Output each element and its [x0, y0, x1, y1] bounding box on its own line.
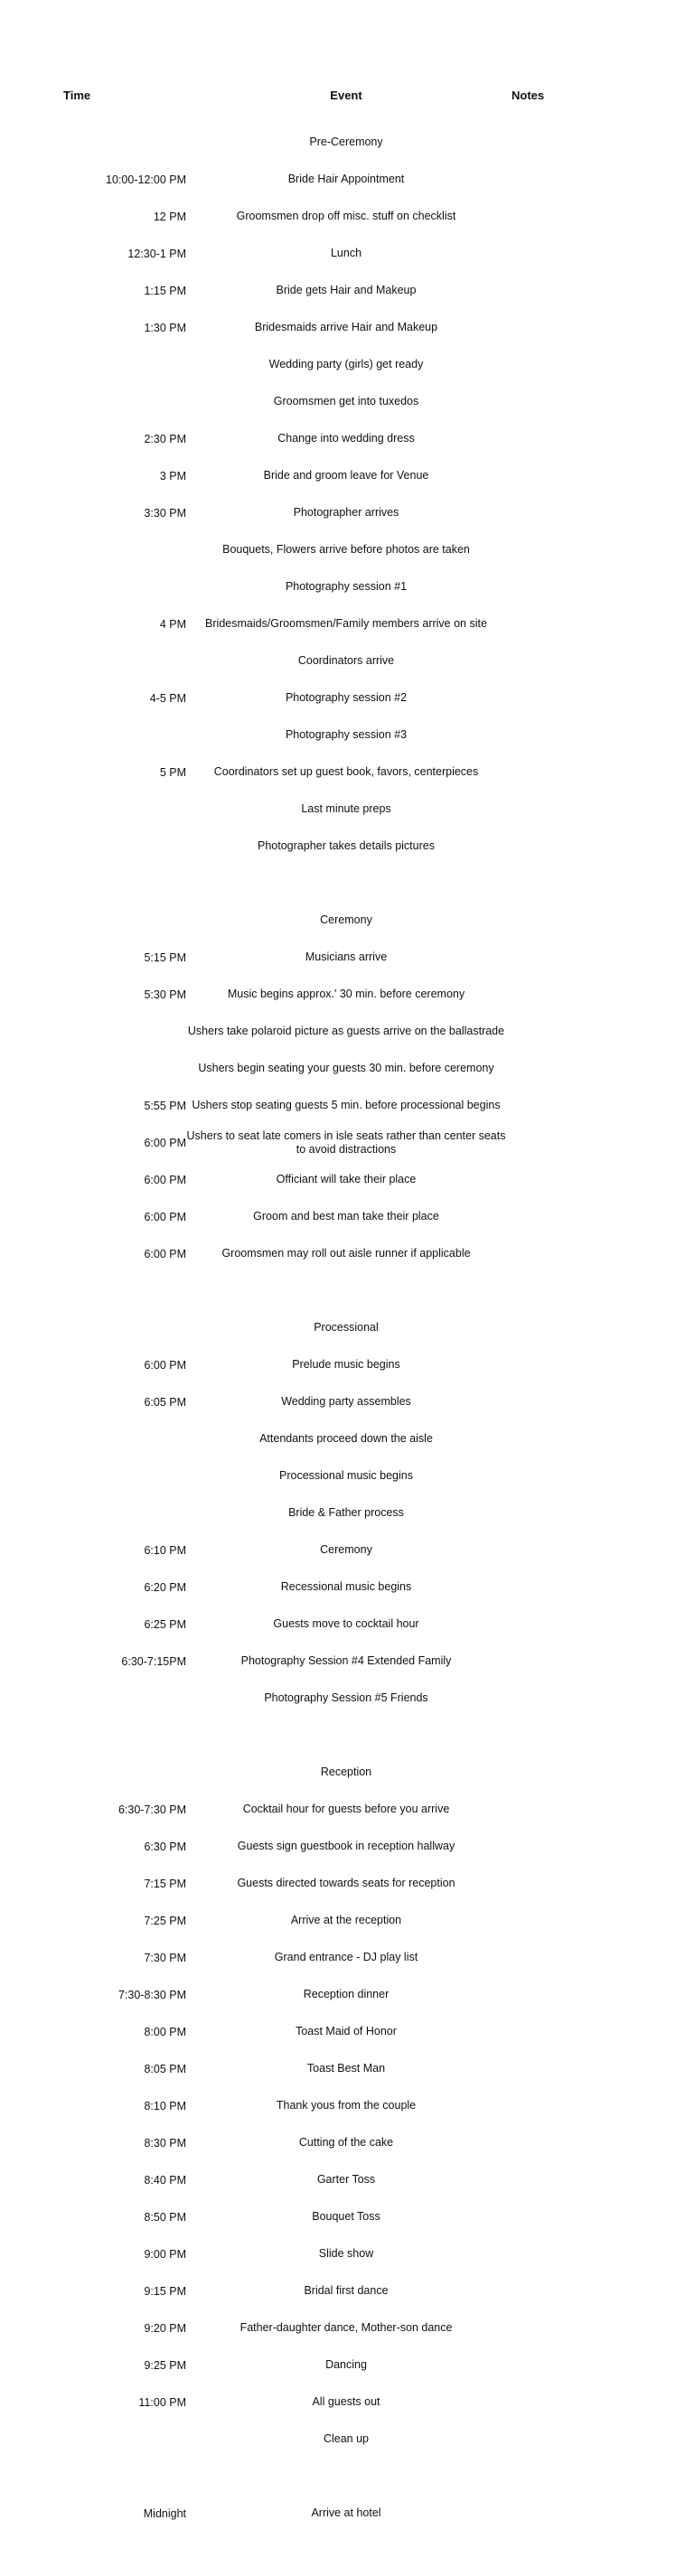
event-cell: Photography Session #4 Extended Family [240, 1654, 452, 1667]
time-cell: 9:25 PM [144, 2358, 186, 2372]
event-cell: Grand entrance - DJ play list [274, 1951, 418, 1963]
table-row [0, 2347, 676, 2384]
notes-cell [506, 1161, 642, 1198]
notes-cell [506, 309, 642, 346]
notes-cell [506, 531, 642, 568]
table-row [0, 976, 676, 1013]
event-cell: Wedding party assembles [281, 1395, 411, 1408]
notes-cell [506, 642, 642, 679]
notes-cell [506, 2161, 642, 2198]
event-cell: Photographer arrives [293, 506, 399, 519]
time-cell: 7:15 PM [144, 1877, 186, 1890]
event-cell: Last minute preps [301, 802, 391, 815]
table-row [0, 1235, 676, 1272]
time-cell: 6:00 PM [144, 1136, 186, 1149]
event-cell: Coordinators set up guest book, favors, centerpieces [213, 765, 479, 778]
table-row [0, 2013, 676, 2050]
time-cell [54, 828, 186, 865]
event-cell: Thank yous from the couple [276, 2099, 417, 2112]
notes-cell [506, 1754, 642, 1791]
table-row [0, 2087, 676, 2124]
time-cell: 5:30 PM [144, 988, 186, 1001]
notes-cell [506, 1569, 642, 1606]
event-cell: Guests move to cocktail hour [273, 1617, 419, 1630]
table-row [0, 1643, 676, 1680]
table-row [0, 1457, 676, 1494]
table-row [0, 1420, 676, 1457]
time-cell: 8:40 PM [144, 2173, 186, 2187]
notes-cell [506, 1420, 642, 1457]
time-cell [54, 531, 186, 568]
time-cell: 9:20 PM [144, 2321, 186, 2335]
event-cell: Bridal first dance [304, 2284, 389, 2297]
notes-cell [506, 1976, 642, 2013]
table-row [0, 420, 676, 457]
time-cell: 5:15 PM [144, 951, 186, 964]
event-cell: Attendants proceed down the aisle [259, 1432, 433, 1445]
table-row [0, 1532, 676, 1569]
time-cell: 2:30 PM [144, 432, 186, 445]
time-cell: 4-5 PM [149, 691, 186, 705]
event-cell: Officiant will take their place [276, 1173, 417, 1185]
time-cell [54, 1050, 186, 1087]
notes-cell [506, 568, 642, 605]
event-cell: Photography session #1 [285, 580, 408, 593]
event-cell: Change into wedding dress [277, 432, 415, 445]
time-cell [54, 2458, 186, 2495]
time-cell: 8:50 PM [144, 2210, 186, 2224]
time-cell [54, 1457, 186, 1494]
table-row [0, 865, 676, 902]
table-row [0, 1976, 676, 2013]
time-cell: 8:10 PM [144, 2099, 186, 2112]
table-row [0, 605, 676, 642]
event-cell: Bouquet Toss [312, 2210, 380, 2223]
notes-cell [506, 1717, 642, 1754]
notes-cell [506, 1383, 642, 1420]
time-cell: 6:30-7:15PM [121, 1654, 186, 1668]
notes-cell [506, 1643, 642, 1680]
notes-cell [506, 235, 642, 272]
event-cell: Ushers stop seating guests 5 min. before processional begins [192, 1099, 501, 1111]
event-cell: Slide show [318, 2247, 374, 2260]
time-cell: 3 PM [159, 469, 186, 482]
notes-cell [506, 902, 642, 939]
table-row [0, 383, 676, 420]
table-row [0, 1198, 676, 1235]
event-cell: Toast Best Man [306, 2062, 386, 2075]
time-cell: 6:00 PM [144, 1210, 186, 1223]
event-cell: Ceremony [320, 913, 372, 926]
time-cell: 8:05 PM [144, 2062, 186, 2075]
table-row [0, 1050, 676, 1087]
notes-cell [506, 346, 642, 383]
notes-cell [506, 1902, 642, 1939]
table-row [0, 1717, 676, 1754]
event-cell: Reception dinner [303, 1988, 390, 2000]
notes-cell [506, 2272, 642, 2309]
time-cell: 6:00 PM [144, 1358, 186, 1372]
event-cell: Cocktail hour for guests before you arrive [242, 1803, 450, 1815]
notes-cell [506, 791, 642, 828]
time-cell: 4 PM [159, 617, 186, 631]
event-cell: Musicians arrive [305, 951, 388, 963]
time-cell: 7:25 PM [144, 1914, 186, 1927]
event-cell: Bridesmaids arrive Hair and Makeup [254, 321, 438, 333]
event-cell: Guests sign guestbook in reception hallway [237, 1840, 455, 1852]
event-cell: Reception [320, 1766, 372, 1778]
notes-cell [506, 1494, 642, 1532]
notes-cell [506, 976, 642, 1013]
notes-cell [506, 457, 642, 494]
time-cell: 6:00 PM [144, 1173, 186, 1186]
table-row [0, 198, 676, 235]
table-row [0, 754, 676, 791]
table-row [0, 309, 676, 346]
table-row [0, 1902, 676, 1939]
event-cell: Guests directed towards seats for reception [237, 1877, 455, 1889]
event-cell: Photography Session #5 Friends [264, 1691, 428, 1704]
time-cell [54, 383, 186, 420]
table-row [0, 568, 676, 605]
event-cell: Bouquets, Flowers arrive before photos are taken [222, 543, 470, 556]
table-row [0, 679, 676, 717]
notes-cell [506, 717, 642, 754]
table-row [0, 2495, 676, 2532]
table-row [0, 1124, 676, 1161]
event-cell [186, 2458, 506, 2495]
time-cell: 6:10 PM [144, 1543, 186, 1557]
table-row [0, 2161, 676, 2198]
notes-cell [506, 2013, 642, 2050]
time-cell: 6:05 PM [144, 1395, 186, 1409]
table-row [0, 235, 676, 272]
table-row [0, 939, 676, 976]
notes-cell [506, 198, 642, 235]
time-cell: 6:00 PM [144, 1247, 186, 1260]
table-row [0, 272, 676, 309]
table-row [0, 2235, 676, 2272]
event-cell: Groomsmen get into tuxedos [273, 395, 419, 407]
time-cell [54, 346, 186, 383]
time-cell: 9:00 PM [144, 2247, 186, 2261]
notes-cell [506, 1087, 642, 1124]
table-row [0, 1309, 676, 1346]
event-cell [186, 1717, 506, 1754]
notes-cell [506, 1013, 642, 1050]
event-cell: Father-daughter dance, Mother-son dance [239, 2321, 453, 2334]
time-cell [54, 865, 186, 902]
notes-cell [506, 1532, 642, 1569]
notes-cell [506, 1309, 642, 1346]
table-row [0, 2309, 676, 2347]
table-row [0, 1494, 676, 1532]
notes-cell [506, 124, 642, 161]
notes-cell [506, 272, 642, 309]
time-cell [54, 1680, 186, 1717]
event-column-header: Event [330, 89, 362, 102]
notes-cell [506, 2198, 642, 2235]
time-cell: 8:00 PM [144, 2025, 186, 2038]
time-cell: 9:15 PM [144, 2284, 186, 2298]
time-cell: 6:30 PM [144, 1840, 186, 1853]
table-row [0, 1939, 676, 1976]
table-row [0, 2124, 676, 2161]
event-cell: Ushers begin seating your guests 30 min. before ceremony [198, 1062, 494, 1074]
event-cell: Pre-Ceremony [309, 136, 383, 148]
notes-cell [506, 494, 642, 531]
time-cell: 12:30-1 PM [127, 247, 186, 260]
event-cell: Coordinators arrive [297, 654, 395, 667]
table-row [0, 1791, 676, 1828]
notes-cell [506, 383, 642, 420]
time-cell [54, 1494, 186, 1532]
notes-cell [506, 2421, 642, 2458]
table-row [0, 1161, 676, 1198]
notes-cell [506, 1198, 642, 1235]
table-row [0, 1865, 676, 1902]
time-cell: 11:00 PM [138, 2395, 186, 2409]
event-cell: Processional [314, 1321, 379, 1334]
event-cell: Garter Toss [316, 2173, 376, 2186]
event-cell: Photography session #3 [285, 728, 408, 741]
table-row [0, 717, 676, 754]
notes-cell [506, 1346, 642, 1383]
time-cell: 1:15 PM [144, 284, 186, 297]
notes-cell [506, 679, 642, 717]
notes-cell [506, 2087, 642, 2124]
table-row [0, 828, 676, 865]
event-cell: Photographer takes details pictures [258, 839, 435, 852]
table-row [0, 2458, 676, 2495]
event-cell: Bride Hair Appointment [287, 173, 405, 185]
time-cell [54, 1754, 186, 1791]
event-cell: Prelude music begins [292, 1358, 400, 1371]
time-cell: 6:30-7:30 PM [117, 1803, 186, 1816]
time-cell: 5:55 PM [144, 1099, 186, 1112]
time-cell [54, 791, 186, 828]
table-header [0, 87, 676, 105]
notes-cell [506, 1865, 642, 1902]
table-row [0, 531, 676, 568]
table-row [0, 2050, 676, 2087]
notes-column-header: Notes [512, 89, 545, 102]
event-cell: Groomsmen drop off misc. stuff on checklist [236, 210, 456, 222]
table-row [0, 457, 676, 494]
time-cell: 5 PM [159, 765, 186, 779]
notes-cell [506, 161, 642, 198]
event-cell: All guests out [312, 2395, 380, 2408]
time-cell: 7:30-8:30 PM [117, 1988, 186, 2001]
notes-cell [506, 420, 642, 457]
event-cell: Processional music begins [279, 1469, 413, 1482]
event-cell: Ushers to seat late comers in isle seats rather than center seats to avoid distractions [186, 1129, 506, 1156]
event-cell: Music begins approx.' 30 min. before ceremony [227, 988, 465, 1000]
event-cell: Bride gets Hair and Makeup [276, 284, 417, 296]
table-row [0, 1754, 676, 1791]
table-row [0, 1346, 676, 1383]
notes-cell [506, 2458, 642, 2495]
notes-cell [506, 1791, 642, 1828]
event-cell: Toast Maid of Honor [296, 2025, 397, 2037]
event-cell: Arrive at the reception [290, 1914, 402, 1926]
notes-cell [506, 2124, 642, 2161]
table-row [0, 902, 676, 939]
event-cell: Bride and groom leave for Venue [263, 469, 429, 482]
time-cell [54, 1420, 186, 1457]
table-row [0, 2272, 676, 2309]
time-cell: 12 PM [153, 210, 186, 223]
notes-cell [506, 1606, 642, 1643]
notes-cell [506, 1235, 642, 1272]
time-cell [54, 717, 186, 754]
time-cell [54, 1272, 186, 1309]
time-cell [54, 1717, 186, 1754]
notes-cell [506, 865, 642, 902]
event-cell: Clean up [323, 2432, 370, 2445]
table-row [0, 494, 676, 531]
time-cell [54, 2421, 186, 2458]
notes-cell [506, 1828, 642, 1865]
notes-cell [506, 2050, 642, 2087]
event-cell: Arrive at hotel [311, 2506, 381, 2519]
time-cell [54, 124, 186, 161]
notes-cell [506, 2495, 642, 2532]
time-cell: 3:30 PM [144, 506, 186, 520]
event-cell: Wedding party (girls) get ready [268, 358, 424, 370]
table-row [0, 124, 676, 161]
time-cell: Midnight [143, 2506, 186, 2520]
time-cell [54, 568, 186, 605]
event-cell: Photography session #2 [285, 691, 408, 704]
notes-cell [506, 754, 642, 791]
notes-cell [506, 1050, 642, 1087]
notes-cell [506, 2347, 642, 2384]
time-cell: 1:30 PM [144, 321, 186, 334]
notes-cell [506, 2384, 642, 2421]
notes-cell [506, 939, 642, 976]
time-cell: 10:00-12:00 PM [106, 173, 186, 186]
event-cell: Bride & Father process [288, 1506, 404, 1519]
event-cell: Groomsmen may roll out aisle runner if applicable [221, 1247, 471, 1260]
notes-cell [506, 2309, 642, 2347]
table-row [0, 2421, 676, 2458]
table-row [0, 1087, 676, 1124]
event-cell [186, 865, 506, 902]
event-cell: Ceremony [320, 1543, 372, 1556]
time-cell: 6:25 PM [144, 1617, 186, 1631]
notes-cell [506, 1124, 642, 1161]
table-row [0, 1569, 676, 1606]
event-cell: Groom and best man take their place [253, 1210, 439, 1222]
time-cell [54, 1309, 186, 1346]
notes-cell [506, 605, 642, 642]
time-column-header: Time [63, 89, 91, 102]
table-row [0, 2198, 676, 2235]
table-row [0, 2384, 676, 2421]
notes-cell [506, 1680, 642, 1717]
table-row [0, 1013, 676, 1050]
event-cell [186, 1272, 506, 1309]
time-cell [54, 1013, 186, 1050]
table-row [0, 1606, 676, 1643]
table-row [0, 1828, 676, 1865]
event-cell: Ushers take polaroid picture as guests arrive on the ballastrade [187, 1025, 505, 1037]
event-cell: Cutting of the cake [298, 2136, 394, 2149]
time-cell [54, 902, 186, 939]
table-row [0, 642, 676, 679]
table-row [0, 161, 676, 198]
event-cell: Recessional music begins [280, 1580, 412, 1593]
table-row [0, 1383, 676, 1420]
time-cell [54, 642, 186, 679]
schedule-table [0, 124, 676, 2532]
time-cell: 7:30 PM [144, 1951, 186, 1964]
time-cell: 8:30 PM [144, 2136, 186, 2150]
table-row [0, 1680, 676, 1717]
time-cell: 6:20 PM [144, 1580, 186, 1594]
notes-cell [506, 2235, 642, 2272]
event-cell: Bridesmaids/Groomsmen/Family members arrive on site [205, 617, 487, 630]
event-cell: Dancing [325, 2358, 367, 2371]
notes-cell [506, 1272, 642, 1309]
table-row [0, 346, 676, 383]
table-row [0, 1272, 676, 1309]
notes-cell [506, 1457, 642, 1494]
notes-cell [506, 1939, 642, 1976]
event-cell: Lunch [330, 247, 362, 259]
table-row [0, 791, 676, 828]
notes-cell [506, 828, 642, 865]
